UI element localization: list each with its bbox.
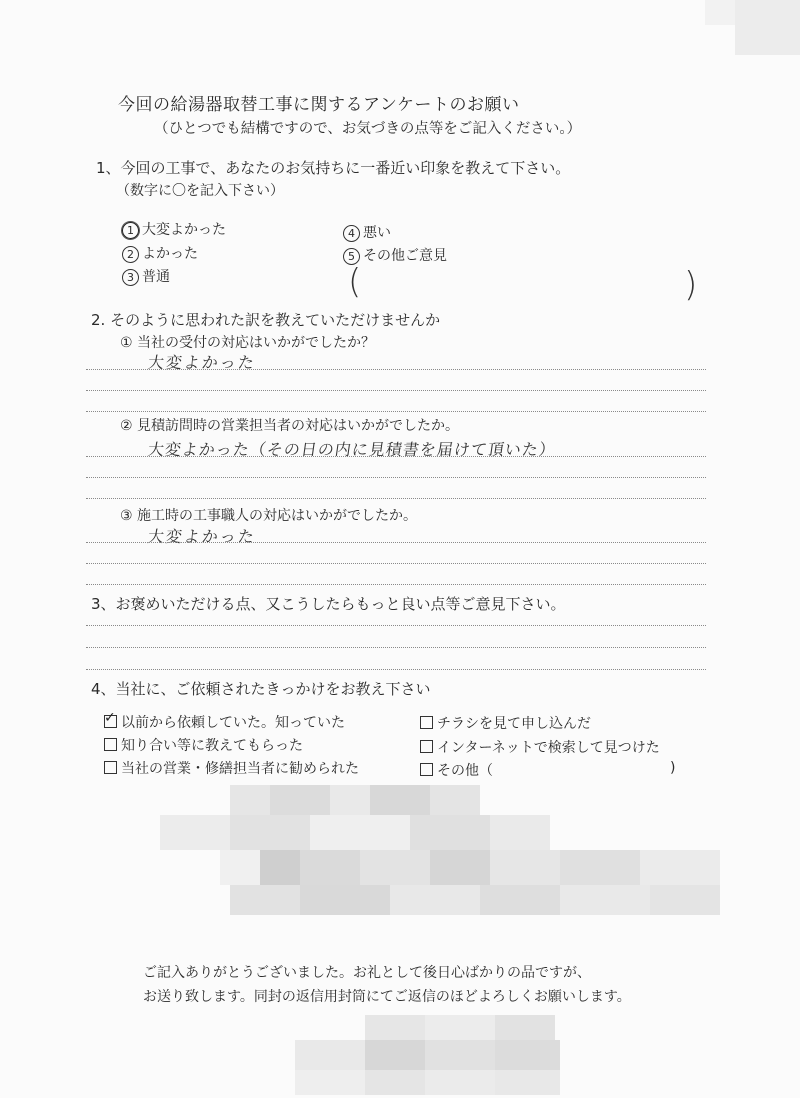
answer-line [86,669,706,670]
q4-option-6[interactable]: その他（ [420,760,493,780]
checkbox-checked[interactable] [104,715,117,728]
q4-question: 4、当社に、ご依頼されたきっかけをお教え下さい [91,680,431,698]
q1-option-2-label: よかった [142,246,198,262]
q2-item-3-answer[interactable]: 大変よかった [146,527,258,546]
answer-line [86,647,706,648]
redacted-corner [735,0,800,55]
form-title: 今回の給湯器取替工事に関するアンケートのお願い [118,95,520,115]
footer-thanks-line-2: お送り致します。同封の返信用封筒にてご返信のほどよろしくお願いします。 [143,989,631,1005]
q1-other-paren-open: ( [348,262,362,302]
q1-option-4[interactable] [343,222,391,242]
answer-line [86,542,706,543]
circled-number-3: 3 [122,269,139,286]
circled-number-5: 5 [343,248,360,265]
answer-line [86,498,706,499]
q1-option-5-label: その他ご意見 [363,248,447,264]
answer-line [86,477,706,478]
circled-number-1: 1 [122,222,139,239]
q4-option-3[interactable]: 当社の営業・修繕担当者に勧められた [104,758,359,778]
redacted-corner-block [705,0,735,25]
answer-line [86,390,706,391]
q4-option-4[interactable]: チラシを見て申し込んだ [420,713,591,733]
q3-question: 3、お褒めいただける点、又こうしたらもっと良い点等ご意見下さい。 [91,595,566,613]
redacted-block [160,785,740,920]
q2-item-2-question: ② 見積訪問時の営業担当者の対応はいかがでしたか。 [120,418,460,434]
q2-item-3-question: ③ 施工時の工事職人の対応はいかがでしたか。 [120,508,418,524]
checkbox[interactable] [420,763,433,776]
q2-item-1-answer[interactable]: 大変よかった [146,353,258,372]
q1-option-3[interactable] [122,266,170,286]
redacted-block-bottom [295,1015,565,1095]
checkbox[interactable] [104,761,117,774]
checkbox[interactable] [104,738,117,751]
form-subtitle: （ひとつでも結構ですので、お気づきの点等をご記入ください。） [154,121,582,137]
q1-instruction: （数字に〇を記入下さい） [116,183,284,199]
q2-item-2-answer[interactable]: 大変よかった（その日の内に見積書を届けて頂いた） [146,440,558,459]
checkbox[interactable] [420,716,433,729]
q4-option-1[interactable]: ✓以前から依頼していた。知っていた [104,712,345,732]
q1-option-1[interactable] [122,219,226,239]
footer-thanks-line-1: ご記入ありがとうございました。お礼として後日心ばかりの品ですが、 [143,965,591,981]
q1-option-1-label: 大変よかった [142,222,226,238]
answer-line [86,369,706,370]
q4-other-paren-close: ) [670,760,676,776]
answer-line [86,584,706,585]
answer-line [86,625,706,626]
answer-line [86,411,706,412]
q1-option-3-label: 普通 [142,269,170,285]
q4-option-5[interactable]: インターネットで検索して見つけた [420,737,660,757]
circled-number-2: 2 [122,246,139,263]
checkbox[interactable] [420,740,433,753]
q2-item-1-question: ① 当社の受付の対応はいかがでしたか？ [120,335,376,351]
q1-option-2[interactable] [122,243,198,263]
answer-line [86,563,706,564]
q1-other-paren-close: ) [684,265,698,305]
q2-question: 2. そのように思われた訳を教えていただけませんか [91,311,441,329]
circled-number-4: 4 [343,225,360,242]
answer-line [86,456,706,457]
q1-question: 1、今回の工事で、あなたのお気持ちに一番近い印象を教えて下さい。 [96,159,571,177]
q4-option-2[interactable]: 知り合い等に教えてもらった [104,735,303,755]
q1-option-4-label: 悪い [363,225,391,241]
